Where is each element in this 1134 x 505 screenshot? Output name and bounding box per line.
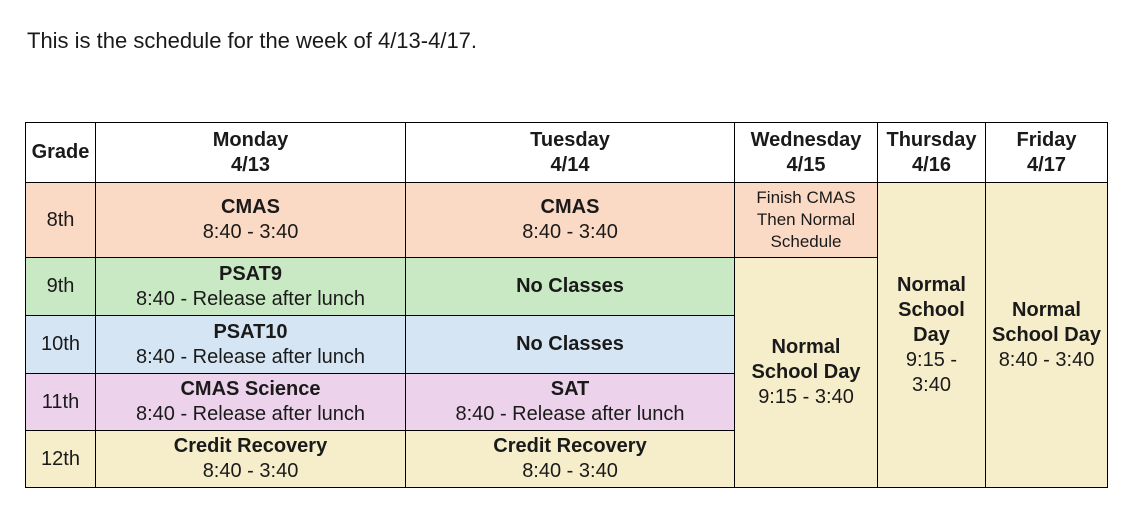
event-time: 9:15 - 3:40 [905, 348, 958, 396]
cell-10th-monday [96, 316, 406, 374]
grade-label-9th: 9th [26, 258, 96, 316]
cell-11th-tuesday [406, 374, 735, 431]
schedule-page [0, 28, 1134, 488]
grade-label-11th: 11th [26, 374, 96, 431]
grade-label-8th: 8th [26, 183, 96, 258]
cell-9th-tuesday [406, 258, 735, 316]
cell-12th-tuesday [406, 431, 735, 488]
event-title: Credit Recovery [493, 435, 647, 457]
cell-8th-tuesday [406, 183, 735, 258]
event-time: 9:15 - 3:40 [758, 386, 854, 408]
day-name: Monday [212, 128, 289, 151]
event-time: 8:40 - 3:40 [998, 348, 1095, 371]
event-note: Finish CMAS Then Normal Schedule [756, 188, 856, 251]
event-time: 8:40 - 3:40 [202, 221, 299, 243]
event-title: CMAS [221, 196, 280, 218]
cell-10th-tuesday [406, 316, 735, 374]
event-title: No Classes [516, 275, 624, 297]
day-date: 4/15 [786, 153, 826, 176]
event-title: CMAS Science [180, 378, 321, 400]
cell-friday-all-grades [986, 183, 1108, 488]
day-header-wednesday [735, 123, 878, 183]
schedule-table [25, 122, 1108, 488]
day-date: 4/14 [550, 153, 590, 176]
event-title: CMAS [540, 196, 600, 218]
event-time: 8:40 - 3:40 [522, 460, 618, 482]
event-time: 8:40 - Release after lunch [135, 345, 366, 368]
event-title: Normal School Day [751, 336, 861, 383]
cell-12th-monday [96, 431, 406, 488]
page-title: This is the schedule for the week of 4/13-4/17. [27, 28, 478, 53]
event-title: Normal School Day [992, 298, 1101, 346]
day-date: 4/16 [912, 153, 951, 176]
event-title: Credit Recovery [173, 435, 328, 457]
table-header-row [26, 123, 1108, 183]
event-title: PSAT9 [219, 262, 282, 285]
event-title: PSAT10 [213, 320, 288, 343]
cell-8th-wednesday [735, 183, 878, 258]
table-row-8th [26, 183, 1108, 258]
day-name: Wednesday [750, 128, 862, 151]
cell-9th-monday [96, 258, 406, 316]
event-title: SAT [550, 378, 590, 400]
event-time: 8:40 - Release after lunch [135, 287, 366, 310]
day-name: Thursday [886, 128, 977, 151]
event-time: 8:40 - 3:40 [202, 460, 299, 482]
day-date: 4/17 [1027, 153, 1066, 176]
day-header-thursday [878, 123, 986, 183]
cell-11th-monday [96, 374, 406, 431]
grade-label-12th: 12th [26, 431, 96, 488]
cell-thursday-all-grades [878, 183, 986, 488]
event-title: No Classes [516, 333, 624, 355]
grade-label-10th: 10th [26, 316, 96, 374]
day-header-tuesday [406, 123, 735, 183]
event-time: 8:40 - Release after lunch [135, 403, 366, 425]
day-date: 4/13 [231, 153, 270, 176]
cell-wednesday-9th-12th [735, 258, 878, 488]
event-time: 8:40 - 3:40 [522, 221, 618, 243]
grade-column-header-label: Grade [31, 141, 90, 163]
day-name: Tuesday [530, 128, 610, 151]
grade-column-header [26, 123, 96, 183]
event-time: 8:40 - Release after lunch [455, 403, 685, 425]
day-header-monday [96, 123, 406, 183]
day-header-friday [986, 123, 1108, 183]
day-name: Friday [1016, 128, 1077, 151]
event-title: Normal School Day [897, 273, 966, 346]
cell-8th-monday [96, 183, 406, 258]
